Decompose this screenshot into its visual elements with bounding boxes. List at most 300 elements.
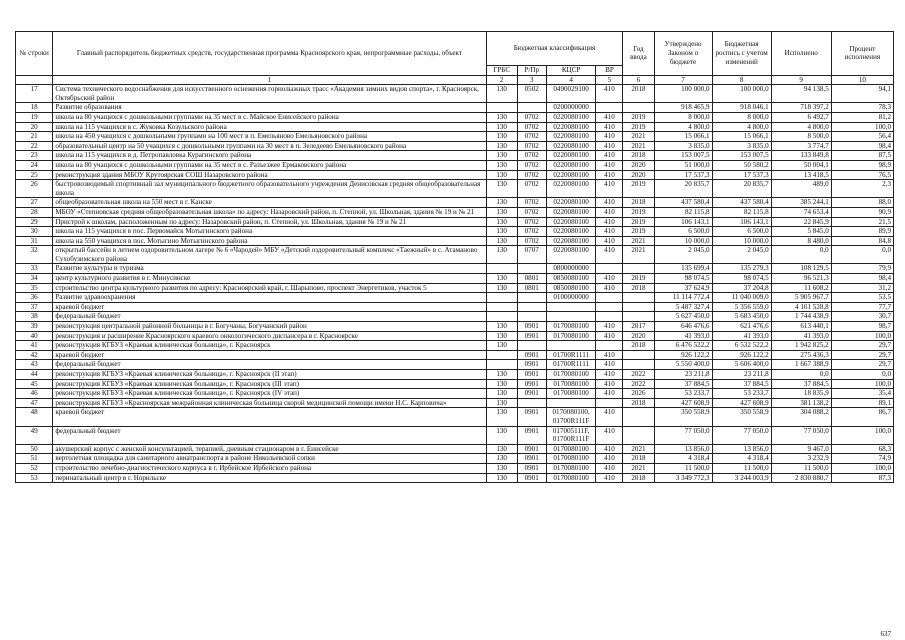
column-number-cell: 6 [623,75,654,85]
row-grbs: 130 [486,444,517,454]
row-vr: 410 [596,331,623,341]
row-schedule: 77 050,0 [712,426,771,444]
row-name: центр культурного развития в г. Минусинске [53,274,486,284]
row-percent: 29,7 [831,360,893,370]
row-percent: 79,9 [831,264,893,274]
row-percent: 78,3 [831,103,893,113]
header-row-number: № строки [16,32,53,76]
row-grbs: 130 [486,463,517,473]
row-name: вертолетная площадка для санитарного авиатранспорта в районе Никольевской сопки [53,454,486,464]
row-percent: 0,0 [831,246,893,264]
row-approved: 153 007,5 [654,151,712,161]
row-grbs: 130 [486,370,517,380]
row-name: Пристрой к школам, расположенным по адресу: Назаровский район, п. Степной, ул. Школьная, здания № 19 и № 21 [53,217,486,227]
row-grbs: 130 [486,341,517,351]
row-name: реконструкция КГБУЗ «Краевая клиническая больница», г. Красноярск (III этап) [53,379,486,389]
row-approved: 11 500,0 [654,463,712,473]
table-row [16,283,894,293]
row-kcsr: 0220080100 [546,112,596,122]
row-rzpr [517,341,546,351]
row-schedule: 4 318,4 [712,454,771,464]
row-grbs: 130 [486,122,517,132]
table-row [16,274,894,284]
row-name: образовательный центр на 50 учащихся с дошкольными группами на 30 мест в п. Зеледеево Емельяновского района [53,141,486,151]
row-kcsr: 0220080100 [546,246,596,264]
row-percent: 0,0 [831,370,893,380]
row-vr [596,264,623,274]
row-schedule: 23 211,8 [712,370,771,380]
row-number: 52 [16,463,53,473]
row-kcsr: 0220080100 [546,236,596,246]
row-executed: 275 436,3 [771,350,831,360]
header-vr: ВР [596,66,623,76]
row-rzpr: 0801 [517,274,546,284]
row-kcsr: 0170080100, 01700R111F [546,408,596,426]
row-number: 17 [16,85,53,103]
row-schedule: 17 537,3 [712,170,771,180]
row-grbs: 130 [486,283,517,293]
row-percent: 87,3 [831,473,893,483]
table-header [16,32,894,85]
row-kcsr: 0220080100 [546,198,596,208]
row-schedule: 5 356 559,0 [712,302,771,312]
row-percent: 89,1 [831,398,893,408]
row-year: 2018 [623,151,654,161]
row-grbs: 130 [486,132,517,142]
row-year: 2017 [623,322,654,332]
row-executed: 94 138,5 [771,85,831,103]
row-year [623,293,654,303]
row-approved: 3 835,0 [654,141,712,151]
row-rzpr: 0702 [517,198,546,208]
row-rzpr [517,312,546,322]
row-schedule: 3 835,0 [712,141,771,151]
row-percent: 77,7 [831,302,893,312]
row-kcsr: 0850080100 [546,283,596,293]
row-year: 2018 [623,198,654,208]
row-grbs: 130 [486,426,517,444]
row-schedule: 98 074,5 [712,274,771,284]
row-percent: 76,5 [831,170,893,180]
row-executed: 96 521,3 [771,274,831,284]
row-schedule: 3 244 003,9 [712,473,771,483]
row-approved: 13 856,0 [654,444,712,454]
row-name: общеобразовательная школа на 550 мест в г. Канске [53,198,486,208]
row-year [623,426,654,444]
row-approved: 918 465,9 [654,103,712,113]
row-number: 33 [16,264,53,274]
row-year: 2018 [623,454,654,464]
row-approved: 53 233,7 [654,389,712,399]
row-schedule: 100 000,0 [712,85,771,103]
row-kcsr: 0170080100 [546,463,596,473]
row-year [623,360,654,370]
row-number: 27 [16,198,53,208]
row-executed: 50 004,1 [771,160,831,170]
row-approved: 17 537,3 [654,170,712,180]
row-schedule: 13 856,0 [712,444,771,454]
header-year: Год ввода [623,32,654,76]
row-percent: 68,3 [831,444,893,454]
row-name: школа на 115 учащихся в пос. Первомайск Мотыгинского района [53,227,486,237]
row-name: краевой бюджет [53,302,486,312]
row-kcsr: 0220080100 [546,227,596,237]
row-schedule: 153 007,5 [712,151,771,161]
row-approved: 82 115,8 [654,207,712,217]
row-number: 34 [16,274,53,284]
row-vr: 410 [596,454,623,464]
row-percent: 29,7 [831,350,893,360]
row-name: реконструкция КГБУЗ «Красноярская межрайонная клиническая больница скорой медицинской помощи имени Н.С. Карповича» [53,398,486,408]
row-kcsr: 0170080100 [546,454,596,464]
row-rzpr: 0901 [517,322,546,332]
row-name: реконструкция здания МБОУ Крутоярская СОШ Назаровского района [53,170,486,180]
row-schedule: 8 000,0 [712,112,771,122]
row-kcsr: 0170080100 [546,322,596,332]
row-year: 2019 [623,217,654,227]
row-grbs: 130 [486,454,517,464]
table-row [16,302,894,312]
row-kcsr [546,398,596,408]
row-approved: 41 393,0 [654,331,712,341]
row-grbs [486,264,517,274]
row-grbs: 130 [486,198,517,208]
header-percent: Процент исполнения [831,32,893,76]
table-row [16,141,894,151]
column-number-cell: 1 [53,75,486,85]
row-name: школа на 80 учащихся с дошкольными группами на 35 мест в с. Майское Енисейского района [53,112,486,122]
row-vr [596,302,623,312]
row-grbs: 130 [486,180,517,198]
row-year: 2022 [623,379,654,389]
row-number: 21 [16,132,53,142]
row-year: 2021 [623,246,654,264]
table-row [16,293,894,303]
row-rzpr: 0502 [517,85,546,103]
row-executed: 0,0 [771,246,831,264]
row-name: школа на 450 учащихся с дошкольными группами на 100 мест в п. Емельяново Емельяновского района [53,132,486,142]
row-number: 38 [16,312,53,322]
row-approved: 2 045,0 [654,246,712,264]
row-name: реконструкция и расширение Красноярского краевого онкологического диспансера в г. Красноярске [53,331,486,341]
table-row [16,170,894,180]
row-grbs: 130 [486,236,517,246]
row-approved: 646 476,6 [654,322,712,332]
row-name: Развитие здравоохранения [53,293,486,303]
row-percent: 84,8 [831,236,893,246]
row-approved: 51 000,0 [654,160,712,170]
row-percent: 53,5 [831,293,893,303]
row-approved: 100 000,0 [654,85,712,103]
row-rzpr: 0901 [517,331,546,341]
row-schedule: 135 279,3 [712,264,771,274]
table-row [16,463,894,473]
row-year: 2021 [623,141,654,151]
row-approved: 4 318,4 [654,454,712,464]
row-executed: 385 244,1 [771,198,831,208]
row-kcsr: 0850080100 [546,274,596,284]
header-name: Главный распорядитель бюджетных средств, государственная программа Красноярского края, непрограммные расходы, объект [53,32,486,76]
row-schedule: 350 558,9 [712,408,771,426]
row-name: реконструкция КГБУЗ «Краевая клиническая больница», г. Красноярск (IV этап) [53,389,486,399]
row-grbs [486,312,517,322]
row-number: 50 [16,444,53,454]
row-year: 2018 [623,473,654,483]
row-grbs: 130 [486,207,517,217]
row-grbs: 130 [486,85,517,103]
row-kcsr: 0170080100 [546,331,596,341]
row-kcsr: 0170080100 [546,444,596,454]
table-row [16,473,894,483]
row-number: 22 [16,141,53,151]
row-schedule: 106 143,1 [712,217,771,227]
column-number-cell: 5 [596,75,623,85]
row-kcsr: 0170080100 [546,370,596,380]
row-number: 36 [16,293,53,303]
table-row [16,236,894,246]
table-row [16,180,894,198]
row-executed: 3 774,7 [771,141,831,151]
row-vr: 410 [596,322,623,332]
row-rzpr: 0707 [517,246,546,264]
row-rzpr [517,293,546,303]
table-row [16,103,894,113]
row-approved: 5 550 400,0 [654,360,712,370]
row-executed: 381 138,2 [771,398,831,408]
row-name: акушерский корпус с женской консультацией, терапией, дневным стационаром в г. Енисейске [53,444,486,454]
row-executed: 13 418,5 [771,170,831,180]
row-vr: 410 [596,160,623,170]
row-executed: 74 653,4 [771,207,831,217]
row-number: 43 [16,360,53,370]
row-vr: 410 [596,180,623,198]
row-rzpr: 0901 [517,444,546,454]
row-vr [596,312,623,322]
row-year [623,408,654,426]
row-grbs: 130 [486,473,517,483]
row-number: 48 [16,408,53,426]
row-year: 2021 [623,236,654,246]
column-number-row [16,75,894,85]
row-year: 2026 [623,389,654,399]
row-grbs: 130 [486,379,517,389]
row-kcsr: 0100000000 [546,293,596,303]
row-schedule: 41 393,0 [712,331,771,341]
row-schedule: 4 800,0 [712,122,771,132]
row-year: 2021 [623,463,654,473]
row-schedule: 50 580,2 [712,160,771,170]
row-rzpr: 0702 [517,132,546,142]
row-executed: 0,0 [771,370,831,380]
table-row [16,408,894,426]
row-name: строительство центра культурного развития по адресу: Красноярский край, г. Шарыпово, проспект Энергетиков, участок 5 [53,283,486,293]
row-vr: 410 [596,122,623,132]
table-row [16,207,894,217]
row-name: школа на 550 учащихся в пос. Мотыгино Мотыгинского района [53,236,486,246]
row-rzpr: 0702 [517,217,546,227]
row-vr: 410 [596,463,623,473]
row-grbs: 130 [486,217,517,227]
row-schedule: 11 500,0 [712,463,771,473]
table-row [16,160,894,170]
row-schedule: 437 580,4 [712,198,771,208]
row-year: 2019 [623,227,654,237]
row-kcsr: 0220080100 [546,207,596,217]
row-schedule: 20 835,7 [712,180,771,198]
header-kcsr: КЦСР [546,66,596,76]
row-grbs: 130 [486,246,517,264]
row-grbs: 130 [486,389,517,399]
row-executed: 5 845,0 [771,227,831,237]
row-rzpr: 0901 [517,379,546,389]
row-kcsr: 0490029100 [546,85,596,103]
row-vr: 410 [596,283,623,293]
row-executed: 22 845,9 [771,217,831,227]
row-year: 2019 [623,207,654,217]
row-executed: 718 397,2 [771,103,831,113]
row-executed: 1 942 825,2 [771,341,831,351]
row-kcsr: 0220080100 [546,141,596,151]
row-approved: 20 835,7 [654,180,712,198]
row-approved: 106 143,1 [654,217,712,227]
row-schedule: 427 608,9 [712,398,771,408]
row-approved: 3 349 772,3 [654,473,712,483]
row-name: Система технического водоснабжения для искусственного оснежения горнолыжных трасс «Академия зимних видов спорта», г. Красноярск, Октябрьский район [53,85,486,103]
table-row [16,379,894,389]
row-kcsr: 017005111F, 01700R111F [546,426,596,444]
row-vr: 410 [596,170,623,180]
row-number: 49 [16,426,53,444]
row-year [623,103,654,113]
header-executed: Исполнено [771,32,831,76]
row-percent: 35,4 [831,389,893,399]
row-schedule: 918 046,1 [712,103,771,113]
row-number: 23 [16,151,53,161]
row-name: быстровозводимый спортивный зал муниципального бюджетного образовательного учреждения Денисовская средняя общеобразовательная школа [53,180,486,198]
row-schedule: 11 040 009,0 [712,293,771,303]
row-year: 2018 [623,341,654,351]
row-number: 26 [16,180,53,198]
row-kcsr: 01700R1111 [546,350,596,360]
row-grbs: 130 [486,170,517,180]
row-number: 24 [16,160,53,170]
row-kcsr: 01700R1111 [546,360,596,370]
table-row [16,454,894,464]
row-executed: 3 232,9 [771,454,831,464]
table-row [16,198,894,208]
row-percent: 94,1 [831,85,893,103]
row-grbs: 130 [486,160,517,170]
row-vr: 410 [596,207,623,217]
row-grbs: 130 [486,408,517,426]
row-year: 2019 [623,180,654,198]
row-number: 31 [16,236,53,246]
table-row [16,389,894,399]
row-executed: 9 467,0 [771,444,831,454]
row-rzpr: 0801 [517,283,546,293]
table-row [16,112,894,122]
table-row [16,246,894,264]
row-grbs: 130 [486,112,517,122]
table-row [16,350,894,360]
row-number: 41 [16,341,53,351]
row-rzpr: 0901 [517,408,546,426]
table-row [16,132,894,142]
row-percent: 56,4 [831,132,893,142]
row-vr: 410 [596,151,623,161]
row-vr: 410 [596,370,623,380]
row-number: 37 [16,302,53,312]
header-budget-classification: Бюджетная классификация [486,32,623,66]
row-approved: 926 122,2 [654,350,712,360]
row-grbs: 130 [486,151,517,161]
row-schedule: 82 115,8 [712,207,771,217]
row-percent: 86,7 [831,408,893,426]
row-kcsr: 0800000000 [546,264,596,274]
row-schedule: 37 204,8 [712,283,771,293]
row-grbs: 130 [486,398,517,408]
row-kcsr: 0200000000 [546,103,596,113]
row-name: школа на 115 учащихся в д. Петропавловка Курагинского района [53,151,486,161]
row-approved: 8 000,0 [654,112,712,122]
row-percent: 100,0 [831,331,893,341]
row-kcsr [546,302,596,312]
row-approved: 98 074,5 [654,274,712,284]
table-row [16,341,894,351]
row-vr: 410 [596,274,623,284]
row-approved: 15 066,1 [654,132,712,142]
row-vr [596,341,623,351]
row-year: 2021 [623,444,654,454]
row-rzpr: 0702 [517,207,546,217]
row-rzpr: 0702 [517,170,546,180]
row-schedule: 37 884,5 [712,379,771,389]
row-executed: 6 492,7 [771,112,831,122]
row-rzpr: 0901 [517,426,546,444]
row-schedule: 6 500,0 [712,227,771,237]
row-schedule: 5 606 400,0 [712,360,771,370]
table-row [16,370,894,380]
row-name: школа на 80 учащихся с дошкольными группами на 35 мест в с. Разъезжее Ермаковского района [53,160,486,170]
row-percent: 89,9 [831,227,893,237]
row-year [623,302,654,312]
row-name: федеральный бюджет [53,426,486,444]
row-rzpr: 0702 [517,122,546,132]
column-number-cell: 10 [831,75,893,85]
row-year: 2018 [623,398,654,408]
table-body [16,85,894,483]
row-number: 51 [16,454,53,464]
row-rzpr [517,264,546,274]
row-percent: 30,7 [831,312,893,322]
row-executed: 37 884,5 [771,379,831,389]
row-executed: 77 050,0 [771,426,831,444]
table-row [16,398,894,408]
row-number: 45 [16,379,53,389]
row-approved: 37 624,9 [654,283,712,293]
row-executed: 8 480,0 [771,236,831,246]
row-name: федеральный бюджет [53,312,486,322]
header-grbs: ГРБС [486,66,517,76]
row-year [623,264,654,274]
row-approved: 11 114 772,4 [654,293,712,303]
table-row [16,151,894,161]
row-rzpr: 0901 [517,473,546,483]
row-schedule: 10 000,0 [712,236,771,246]
row-schedule: 15 066,1 [712,132,771,142]
row-rzpr: 0901 [517,389,546,399]
row-percent: 100,0 [831,379,893,389]
